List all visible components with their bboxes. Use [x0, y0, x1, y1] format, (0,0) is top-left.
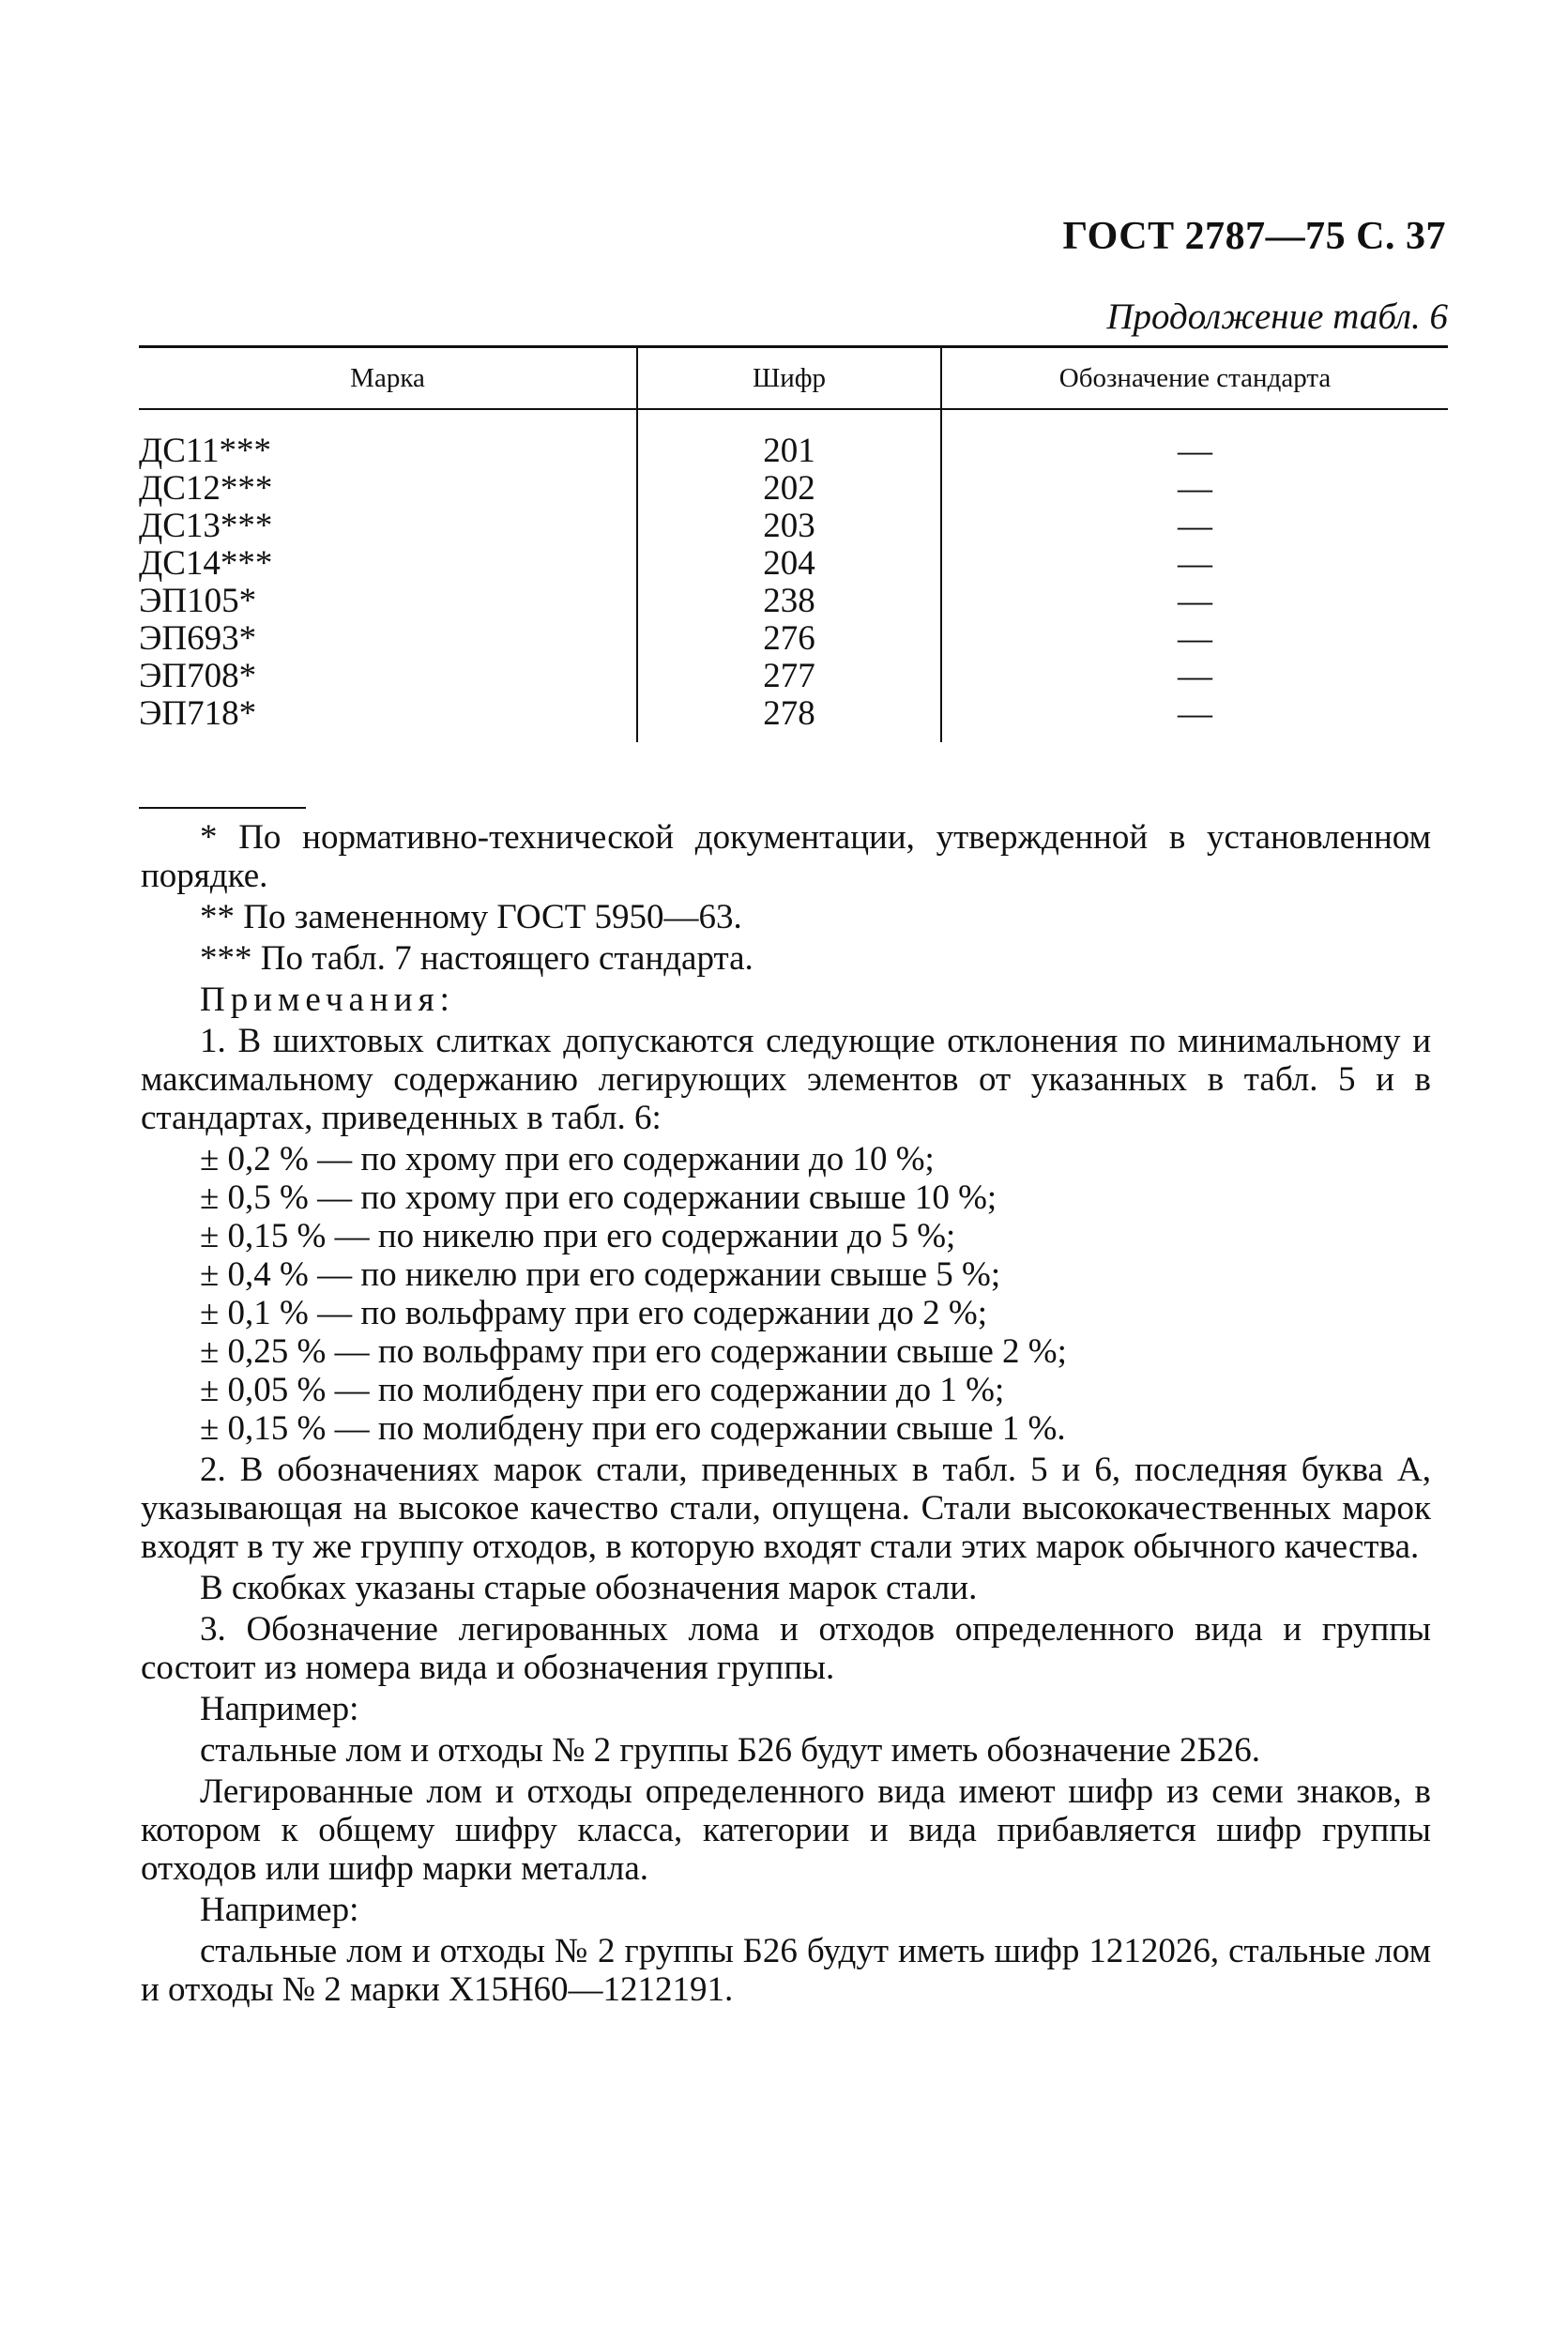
footnote-3: *** По табл. 7 настоящего стандарта. — [200, 939, 754, 978]
example-label: Например: — [200, 1891, 359, 1929]
cell-standard: — — [941, 545, 1448, 583]
example-text: стальные лом и отходы № 2 группы Б26 будут иметь обозначение 2Б26. — [200, 1731, 1261, 1770]
note-2-old-designations: В скобках указаны старые обозначения марок стали. — [200, 1569, 978, 1607]
cell-standard: — — [941, 508, 1448, 545]
cell-grade: ЭП708* — [139, 657, 257, 695]
column-header-code: Шифр — [637, 347, 941, 410]
notes-heading — [141, 981, 1431, 1019]
note-3: 3. Обозначение легированных лома и отходов определенного вида и группы состоит из номера вида и обозначения группы. — [141, 1610, 1431, 1687]
cell-standard: — — [941, 583, 1448, 620]
note-2: 2. В обозначениях марок стали, приведенных в табл. 5 и 6, последняя буква А, указывающая на высокое качество стали, опущена. Стали высококачественных марок входят в ту же группу отходов, в которую входят стали этих марок обычного качества. — [141, 1451, 1431, 1566]
cell-grade: ЭП105* — [139, 582, 257, 620]
table-row — [139, 695, 1448, 742]
table-row — [139, 620, 1448, 658]
footnote-divider — [139, 807, 306, 809]
cell-standard: — — [941, 620, 1448, 658]
cell-code: 278 — [637, 695, 941, 742]
deviation-item: ± 0,5 % — по хрому при его содержании свыше 10 %; — [200, 1178, 997, 1217]
table-row — [139, 658, 1448, 695]
cell-standard: — — [941, 658, 1448, 695]
column-header-standard: Обозначение стандарта — [941, 347, 1448, 410]
cell-grade: ДС13*** — [139, 507, 273, 545]
grades-table — [139, 345, 1448, 742]
cell-standard: — — [941, 409, 1448, 470]
table-row — [139, 508, 1448, 545]
deviation-item: ± 0,1 % — по вольфраму при его содержании до 2 %; — [200, 1294, 988, 1332]
table-row — [139, 583, 1448, 620]
note-3-code: Легированные лом и отходы определенного вида имеют шифр из семи знаков, в котором к общему шифру класса, категории и вида прибавляется шифр группы отходов или шифр марки металла. — [141, 1772, 1431, 1888]
example-text: стальные лом и отходы № 2 группы Б26 будут иметь шифр 1212026, стальные лом и отходы № 2 марки Х15Н60—1212191. — [141, 1932, 1431, 2009]
deviation-item: ± 0,25 % — по вольфраму при его содержании свыше 2 %; — [200, 1332, 1067, 1371]
table-header-row — [139, 347, 1448, 410]
notes-heading-text: Примечания: — [200, 981, 455, 1019]
cell-standard: — — [941, 470, 1448, 508]
cell-grade: ДС12*** — [139, 469, 273, 508]
deviation-item: ± 0,4 % — по никелю при его содержании свыше 5 %; — [200, 1255, 1001, 1294]
cell-code: 276 — [637, 620, 941, 658]
cell-grade: ЭП693* — [139, 619, 257, 658]
cell-code: 202 — [637, 470, 941, 508]
cell-code: 238 — [637, 583, 941, 620]
footnote-2: ** По замененному ГОСТ 5950—63. — [200, 898, 742, 936]
footnote-1: * По нормативно-технической документации, утвержденной в установленном порядке. — [141, 818, 1431, 895]
note-1-intro: 1. В шихтовых слитках допускаются следующие отклонения по минимальному и максимальному содержанию легирующих элементов от указанных в табл. 5 и в стандартах, приведенных в табл. 6: — [141, 1022, 1431, 1137]
cell-code: 201 — [637, 409, 941, 470]
deviation-item: ± 0,05 % — по молибдену при его содержании до 1 %; — [200, 1371, 1005, 1409]
table-row — [139, 409, 1448, 470]
table-row — [139, 470, 1448, 508]
deviation-item: ± 0,2 % — по хрому при его содержании до 10 %; — [200, 1140, 935, 1178]
cell-grade: ДС14*** — [139, 544, 273, 583]
page-header: ГОСТ 2787—75 С. 37 — [1062, 215, 1446, 258]
notes-section — [141, 818, 1431, 2012]
cell-standard: — — [941, 695, 1448, 742]
example-label: Например: — [200, 1690, 359, 1728]
cell-grade: ЭП718* — [139, 694, 257, 733]
cell-code: 204 — [637, 545, 941, 583]
column-header-grade: Марка — [139, 347, 637, 410]
table-caption: Продолжение табл. 6 — [1106, 296, 1448, 337]
table-row — [139, 545, 1448, 583]
cell-grade: ДС11*** — [139, 432, 272, 470]
deviation-item: ± 0,15 % — по никелю при его содержании до 5 %; — [200, 1217, 956, 1255]
deviation-item: ± 0,15 % — по молибдену при его содержании свыше 1 %. — [200, 1409, 1066, 1448]
cell-code: 277 — [637, 658, 941, 695]
cell-code: 203 — [637, 508, 941, 545]
